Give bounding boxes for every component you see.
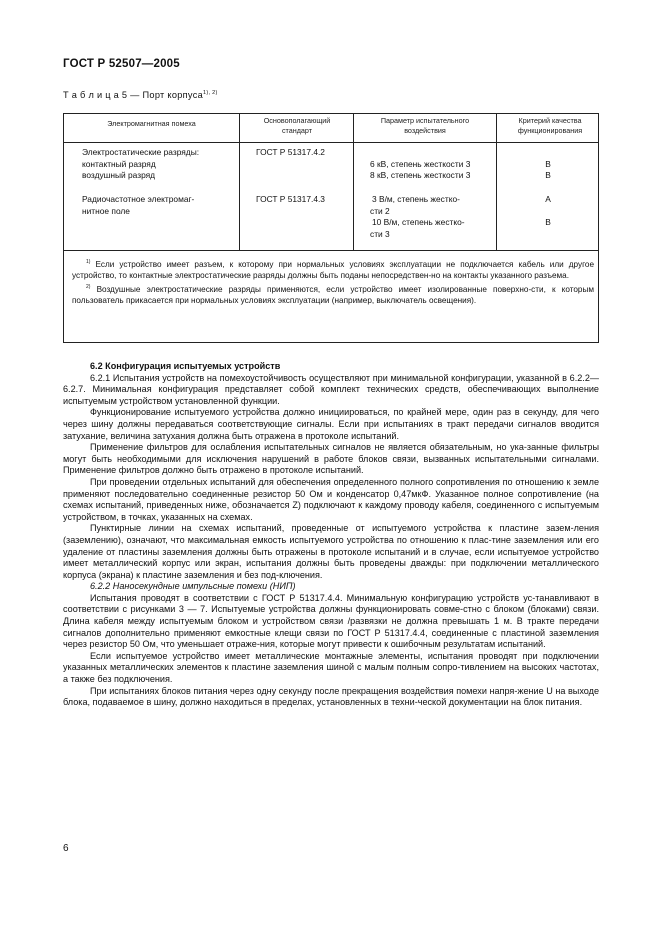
section-title: 6.2 Конфигурация испытуемых устройств [90, 361, 281, 371]
paragraph: При проведении отдельных испытаний для обеспечения определенного полного сопротивления по отношению к земле применяют последовательно соединенные резистор 50 Ом и конденсатор 0,47мкФ. Указанное полное сопротивление (на схемах испытаний, приведенных ниже, обозначается Z) подключают к каждому проводу кабеля, соединенного с испытуемым устройством, в точках, указанных на схемах. [63, 476, 599, 522]
notes-rule [64, 250, 598, 251]
section-body [63, 361, 599, 709]
column-divider [239, 114, 240, 251]
column-divider [496, 114, 497, 251]
page-number: 6 [63, 843, 69, 854]
document-header: ГОСТ Р 52507—2005 [63, 58, 180, 70]
data-table [63, 113, 599, 343]
row1-criteria: В В [545, 158, 551, 180]
row1-standard: ГОСТ Р 51317.4.2 [256, 147, 325, 157]
paragraph: Пунктирные линии на схемах испытаний, проведенные от испытуемого устройства к пластине зазем-ления (заземлению), означают, что максимальная емкость испытуемого устройства по отношению к плас-тине заземления или его удаление от пластины заземления должны быть отражены в протоколе испытаний и в случае, если испытуемое устройство имеет металлический корпус или экран, испытания должны быть проведены дважды: при подключении металлического корпуса (экрана) к пластине заземления и без под-ключения. [63, 523, 599, 580]
row1-phenomenon: Электростатические разряды: контактный разряд воздушный разряд [82, 147, 200, 180]
table-note-2: $^{2)}$ Воздушные электростатические разряды применяются, если устройство имеет изолированные поверхно-сти, к которым пользователь прикасается при нормальных условиях эксплуатации (например, выключатель освещения). [72, 284, 594, 305]
paragraph: При испытаниях блоков питания через одну секунду после прекращения воздействия помехи напря-жение U на выходе блока, подаваемое в шину, должно находиться в пределах, установленных в техни-ческой документации на блок питания. [63, 685, 599, 708]
paragraph: Испытания проводят в соответствии с ГОСТ Р 51317.4.4. Минимальную конфигурацию устройств ус-танавливают в соответствии с рисунками 3 — 7. Испытуемые устройства должны функционировать совме-стно с блоком (блоками) связи. Длина кабеля между испытуемым блоком и устройством связи /развязки не должна превышать 1 м. В тракте передачи сигналов дополнительно применяют емкостные клещи связи по ГОСТ Р 51317.4.4, соединенные с пластиной заземления через резистор 50 Ом, что уменьшает отраже-ния, которые могут привести к ошибочным результатам испытаний. [63, 592, 599, 650]
table-caption: Т а б л и ц а 5 — Порт корпуса$^{1), 2)}$ [63, 90, 218, 100]
paragraph: Если испытуемое устройство имеет металлические монтажные элементы, испытания проводят при подключении указанных металлических элементов к пластине заземления шиной с малым полным сопро-тивлением на высоких частотах, а также без подключения. [63, 650, 599, 685]
table-note-1: $^{1)}$ Если устройство имеет разъем, к которому при нормальных условиях эксплуатации не подключается кабель или другое устройство, то контактные электростатические разряды должны быть поданы непосредствен-но на контакты указанного разъема. [72, 259, 594, 280]
header-rule [64, 142, 598, 143]
paragraph: Применение фильтров для ослабления испытательных сигналов не является обязательным, но ука-занные фильтры могут быть необходимыми для исключения нарушений в работе блоков связи, вызванных испытательными сигналами. Применение фильтров должно быть отражено в протоколе испытаний. [63, 442, 599, 476]
header-phenomenon: Электромагнитная помеха [107, 119, 196, 128]
paragraph: 6.2.1 Испытания устройств на помехоустойчивость осуществляют при минимальной конфигурации, указанной в 6.2.2—6.2.7. Минимальная конфигурация представляет собой комплект технических средств, обеспечивающих выполнение испытуемым устройством установленной функции. [63, 372, 599, 406]
row2-params: 3 В/м, степень жестко- сти 2 10 В/м, степень жестко- сти 3 [370, 194, 465, 239]
row2-criteria: А В [545, 194, 551, 227]
header-criteria: Критерий качества функционирования [517, 116, 583, 135]
column-divider [353, 114, 354, 251]
row2-phenomenon: Радиочастотное электромаг- нитное поле [82, 194, 195, 216]
table-notes [72, 257, 594, 306]
row1-params: 6 кВ, степень жесткости 3 8 кВ, степень жесткости 3 [370, 158, 471, 180]
header-standard: Основополагающий стандарт [263, 116, 331, 135]
subsection-title: 6.2.2 Наносекундные импульсные помехи (НИП) [90, 581, 296, 592]
caption-footnote-marks: 1), 2) [203, 90, 218, 96]
header-params: Параметр испытательного воздействия [380, 116, 470, 135]
row2-standard: ГОСТ Р 51317.4.3 [256, 194, 325, 204]
paragraph: Функционирование испытуемого устройства должно инициироваться, по крайней мере, один раз в секунду, для чего через шину должны передаваться соответствующие сигналы. Если при испытаниях в тракт передачи сигналов вводится затухание, величина затухания должна быть отражена в протоколе испытаний. [63, 407, 599, 441]
